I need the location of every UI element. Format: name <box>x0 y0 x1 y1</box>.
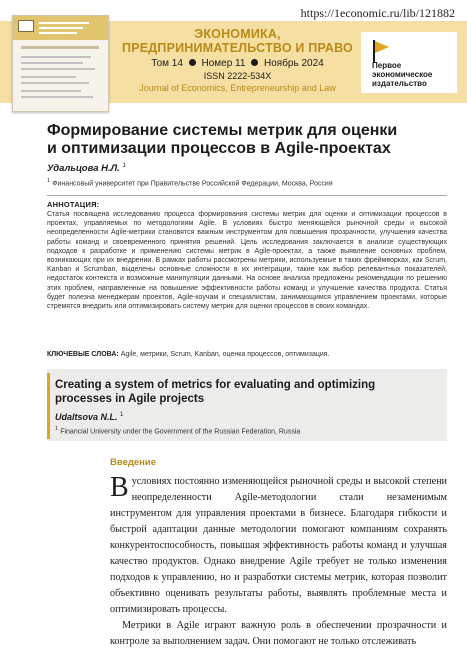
bullet-dot-icon <box>251 59 258 66</box>
flag-icon <box>375 41 389 53</box>
paragraph-1-text: условиях постоянно изменяющейся рыночной среды и высокой степени неопределенности Agile-методологии стали незаменимым инструментом для управления проектами в бизнесе. Благодаря гибкости и быстрой адаптации данные методологии помогают компаниям сохранять конкурентоспособность, повышая эффективность работы команд и улучшая качество продуктов. Однако внедрение Agile требует не только изменения подходов к управлению, но и разработки системы метрик, которая позволит объективно оценивать результаты работы, выявлять проблемные места и оптимизировать процессы. <box>110 476 447 615</box>
affiliation-en <box>55 426 300 435</box>
paragraph-2: Метрики в Agile играют важную роль в обеспечении прозрачности и контроле за выполнением задач. Они помогают не только отслеживать <box>110 620 447 647</box>
dropcap: В <box>110 472 129 503</box>
article-title-en-line2: processes in Agile projects <box>55 393 205 405</box>
journal-title-line1: ЭКОНОМИКА, <box>194 27 281 41</box>
issue-date: Ноябрь 2024 <box>264 58 324 69</box>
article-title-ru <box>47 122 447 158</box>
author-ru-sup: 1 <box>122 163 126 169</box>
affiliation-en-text: Financial University under the Government of the Russian Federation, Russia <box>60 428 301 436</box>
affiliation-ru <box>47 178 447 187</box>
abstract-text: Статья посвящена исследованию процесса формирования системы метрик для оценки и оптимизации процессов в проектах, управляемых по методологиям Agile. В условиях быстро меняющейся рыночной среды и высокой неопределенности Agile-метрики становятся важным инструментом для повышения прозрачности, улучшения качества работы команд и своевременного принятия решений. Цель исследования заключается в анализе существующих подходов к разработке и применению системы метрик в Agile-проектах, а также выявление основных проблем, возникающих при их внедрении. В рамках работы рассмотрены метрики, используемые в таких фреймворках, как Scrum, Kanban и Scrumban, выделены основные сложности в их интеграции, такие как выбор релевантных показателей, недостаток контекста и возможные манипуляции данными. На основе анализа предложены рекомендации по решению этих проблем, направленные на повышение эффективности работы команд и улучшение качества продукта. Статья будет полезна менеджерам проектов, Agile-коучам и специалистам, занимающимся управлением проектами, которые стремятся внедрить или оптимизировать систему метрик для оценки процессов в своих командах. <box>47 211 447 311</box>
paragraph-1 <box>110 474 447 618</box>
keywords <box>47 351 447 358</box>
publisher-line2: экономическое <box>372 70 433 79</box>
source-url[interactable]: https://1economic.ru/lib/121882 <box>300 6 455 20</box>
journal-title-line2: ПРЕДПРИНИМАТЕЛЬСТВО И ПРАВО <box>122 41 353 55</box>
affiliation-en-sup: 1 <box>55 426 59 432</box>
article-title-en-line1: Creating a system of metrics for evaluating and optimizing <box>55 379 376 391</box>
author-en <box>55 412 123 422</box>
body-text <box>110 474 447 650</box>
author-en-sup: 1 <box>120 412 124 418</box>
journal-title <box>120 27 355 55</box>
publisher-badge <box>361 32 457 93</box>
keywords-text: Agile, метрики, Scrum, Kanban, оценка процессов, оптимизация. <box>120 351 330 358</box>
publisher-line1: Первое <box>372 61 402 70</box>
section-heading-introduction: Введение <box>110 457 157 468</box>
article-title-ru-line2: и оптимизации процессов в Agile-проектах <box>47 140 391 157</box>
article-title-ru-line1: Формирование системы метрик для оценки <box>47 122 398 139</box>
issn: ISSN 2222-534X <box>203 71 272 81</box>
affiliation-ru-sup: 1 <box>47 178 51 184</box>
english-summary-accent-bar <box>47 373 50 439</box>
keywords-label: КЛЮЧЕВЫЕ СЛОВА: <box>47 351 119 358</box>
author-ru-name: Удальцова Н.Л. <box>47 163 120 175</box>
journal-cover-thumbnail <box>12 15 109 112</box>
author-en-name: Udaltsova N.L. <box>55 412 118 422</box>
article-title-en <box>55 378 435 406</box>
volume: Том 14 <box>151 58 183 69</box>
journal-title-en: Journal of Economics, Entrepreneurship and Law <box>139 83 336 93</box>
bullet-dot-icon <box>189 59 196 66</box>
abstract-label: АННОТАЦИЯ: <box>47 200 100 209</box>
publisher-name <box>372 61 432 88</box>
issue-info <box>120 58 355 69</box>
author-ru <box>47 163 126 174</box>
issue-number: Номер 11 <box>201 58 246 69</box>
abstract-divider <box>47 195 447 196</box>
affiliation-ru-text: Финансовый университет при Правительстве Российской Федерации, Москва, Россия <box>52 180 333 188</box>
publisher-line3: издательство <box>372 79 427 88</box>
